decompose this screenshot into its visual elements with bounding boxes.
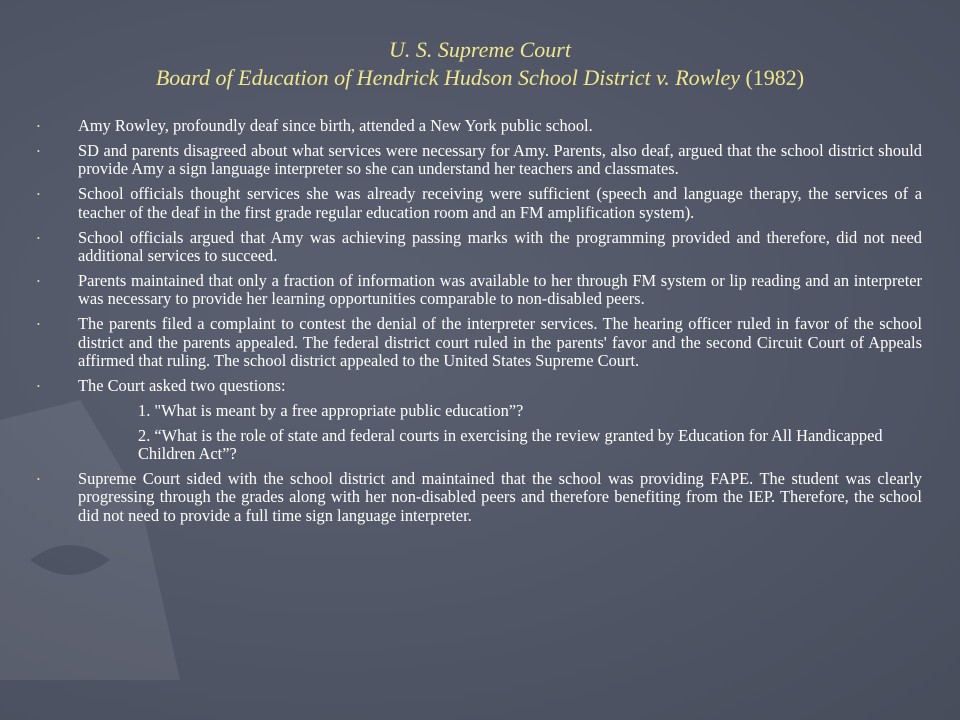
bullet-text: School officials thought services she was already receiving were sufficient (speech and language therapy, the services of a teacher of the deaf in the first grade regular education room and an FM amplification system). [78,184,922,222]
bullet-item [37,469,922,525]
bullet-item [37,314,922,370]
bullet-text: School officials argued that Amy was achieving passing marks with the programming provided and therefore, did not need additional services to succeed. [78,227,922,265]
bullet-text: Supreme Court sided with the school district and maintained that the school was providing FAPE. The student was clearly progressing through the grades along with her non-disabled peers and therefore benefiting from the IEP. Therefore, the school did not need to provide a full time sign language interpreter. [78,469,922,525]
bullet-icon: • [37,475,40,484]
case-year: (1982) [745,65,805,90]
bullet-text: SD and parents disagreed about what services were necessary for Amy. Parents, also deaf, argued that the school district should provide Amy a sign language interpreter so she can understand her teachers and classmates. [78,140,922,179]
bullet-text: Amy Rowley, profoundly deaf since birth, attended a New York public school. [78,116,593,135]
bullet-item [37,184,922,222]
bullet-icon: • [37,381,40,391]
question-1: 1. "What is meant by a free appropriate public education”? [138,400,524,420]
bullet-item [37,375,922,395]
bullet-text: Parents maintained that only a fraction of information was available to her through FM system or lip reading and an interpreter was necessary to provide her learning opportunities comparable to non-disabled peers. [78,270,922,309]
title-line-1: U. S. Supreme Court [389,37,571,62]
question-2: 2. “What is the role of state and federal courts in exercising the review granted by Education for All Handicapped Children Act”? [138,425,883,464]
bullet-icon: • [37,190,40,200]
bullet-icon: • [37,320,40,330]
question-list [50,402,922,464]
bullet-item [37,270,922,309]
bullet-text: The Court asked two questions: [78,375,286,395]
case-name: Board of Education of Hendrick Hudson School District v. Rowley [155,65,740,90]
bullet-item [37,140,922,179]
bullet-icon: • [37,233,40,243]
bullet-list [37,116,922,532]
title-line-2 [0,64,960,92]
slide-title [0,36,960,92]
bullet-icon: • [37,122,40,131]
bullet-item [37,116,922,135]
bullet-icon: • [37,146,40,156]
bullet-item [37,227,922,266]
bullet-text: The parents filed a complaint to contest the denial of the interpreter services. The hearing officer ruled in favor of the school district and the parents appealed. The federal district court ruled in the parents' favor and the second Circuit Court of Appeals affirmed that ruling. The school district appealed to the United States Supreme Court. [78,314,922,370]
bullet-icon: • [37,276,40,286]
